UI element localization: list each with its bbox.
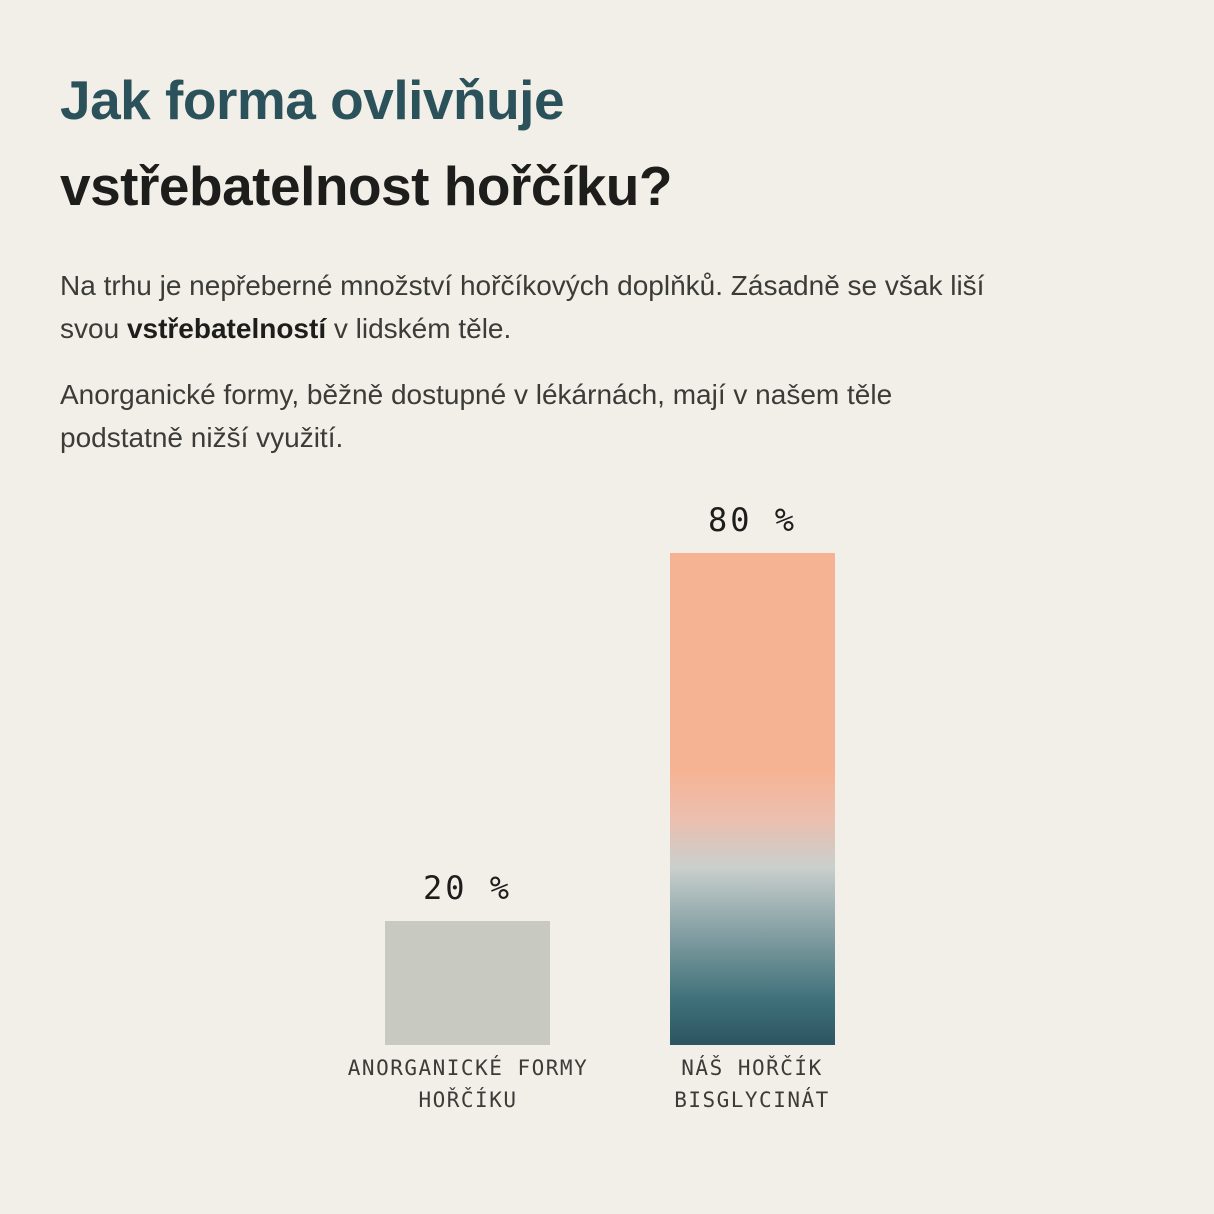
intro-p1-part-c: v lidském těle.: [326, 312, 512, 344]
bar-label-ours: [587, 1053, 917, 1116]
intro-text: [60, 265, 1000, 483]
bar-label-inorganic: [303, 1053, 633, 1116]
bar-value-ours: 80 %: [707, 501, 798, 539]
bar-label-inorganic-line-1: ANORGANICKÉ FORMY: [347, 1056, 589, 1080]
bar-ours: [670, 553, 835, 1045]
bar-value-inorganic: 20 %: [422, 869, 513, 907]
page-title-line-1: Jak forma ovlivňuje: [60, 69, 565, 131]
intro-p1-emphasis: vstřebatelností: [126, 312, 327, 344]
intro-paragraph-2: Anorganické formy, běžně dostupné v lékárnách, mají v našem těle podstatně nižší využití.: [60, 379, 893, 453]
bar-column-inorganic: [385, 869, 550, 1045]
bar-inorganic: [385, 921, 550, 1045]
intro-paragraph-1: [60, 265, 1000, 350]
intro-p1-part-a: Na trhu je nepřeberné množství hořčíkových doplňků. Zásadně se však liší svou: [60, 270, 985, 344]
absorption-bar-chart: [0, 455, 1214, 1175]
bar-label-ours-line-2: BISGLYCINÁT: [674, 1087, 830, 1112]
page-title-line-2: vstřebatelnost hořčíku?: [60, 154, 672, 217]
bar-column-ours: [670, 501, 835, 1045]
chart-bars: [300, 485, 940, 1045]
bar-label-ours-line-1: NÁŠ HOŘČÍK: [681, 1056, 823, 1080]
chart-axis-labels: [300, 1053, 940, 1133]
bar-label-inorganic-line-2: HOŘČÍKU: [418, 1087, 518, 1112]
page-title: [60, 58, 1060, 230]
